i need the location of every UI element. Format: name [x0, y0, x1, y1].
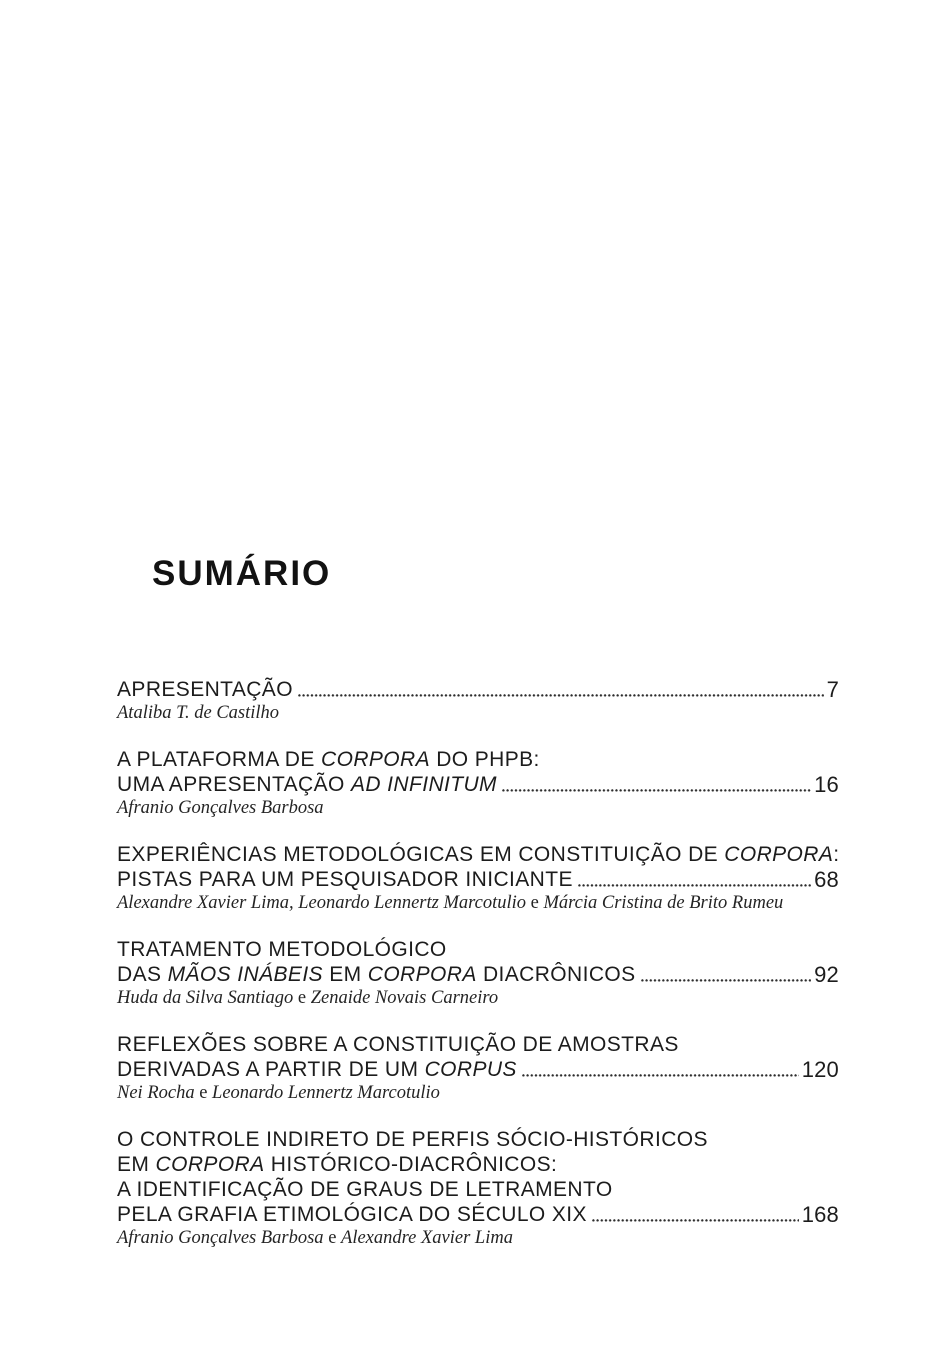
author-name: Leonardo Lennertz Marcotulio: [212, 1083, 440, 1103]
title-segment: REFLEXÕES SOBRE A CONSTITUIÇÃO DE AMOSTRAS: [117, 1033, 679, 1056]
author-name: Márcia Cristina de Brito Rumeu: [543, 893, 784, 913]
title-segment: DAS: [117, 963, 168, 986]
toc-entry-title-text: [117, 1127, 708, 1152]
title-segment: PISTAS PARA UM PESQUISADOR INICIANTE: [117, 868, 573, 891]
dotted-leader: [298, 677, 824, 702]
toc-entry-authors: [117, 797, 839, 820]
author-connector: e: [323, 1228, 342, 1248]
author-connector: e: [526, 893, 544, 913]
title-segment: DIACRÔNICOS: [476, 963, 636, 986]
toc-entry-title-text: [117, 937, 447, 962]
toc-entry-title-line: [117, 1127, 839, 1152]
toc-list: [117, 677, 839, 1250]
author-name: Nei Rocha: [117, 1083, 195, 1103]
author-connector: e: [293, 988, 311, 1008]
title-segment-italic: CORPORA: [155, 1153, 265, 1176]
toc-entry: [117, 1032, 839, 1105]
toc-entry-authors: [117, 702, 839, 725]
toc-entry-title-line: [117, 937, 839, 962]
title-segment-italic: CORPORA: [321, 748, 430, 771]
toc-entry: [117, 937, 839, 1010]
toc-entry-title-line: [117, 842, 839, 867]
page-number: 16: [814, 772, 839, 797]
toc-entry-authors: [117, 1227, 839, 1250]
page-title: SUMÁRIO: [152, 554, 332, 593]
author-name: Ataliba T. de Castilho: [117, 703, 280, 723]
toc-page: [117, 0, 839, 1250]
title-segment: EM: [117, 1153, 156, 1176]
author-name: Huda da Silva Santiago: [117, 988, 294, 1008]
toc-entry: [117, 842, 839, 915]
title-segment: EM: [322, 963, 368, 986]
dotted-leader: [592, 1202, 799, 1227]
title-segment: EXPERIÊNCIAS METODOLÓGICAS EM CONSTITUIÇÃO DE: [117, 843, 725, 866]
toc-entry-title-text: [117, 1177, 613, 1202]
title-segment: HISTÓRICO-DIACRÔNICOS:: [264, 1153, 558, 1176]
toc-entry-authors: [117, 892, 839, 915]
toc-entry-title-text: [117, 1152, 557, 1177]
toc-entry-title-line: [117, 1177, 839, 1202]
author-name: Afranio Gonçalves Barbosa: [117, 798, 324, 818]
title-segment: A IDENTIFICAÇÃO DE GRAUS DE LETRAMENTO: [117, 1178, 613, 1201]
title-segment: DERIVADAS A PARTIR DE UM: [117, 1058, 425, 1081]
author-name: Alexandre Xavier Lima, Leonardo Lennertz Marcotulio: [117, 893, 527, 913]
toc-entry: [117, 677, 839, 725]
toc-entry-title-text: [117, 1057, 517, 1082]
toc-entry-authors: [117, 1082, 839, 1105]
toc-entry-title-text: [117, 842, 840, 867]
dotted-leader: [641, 962, 812, 987]
toc-entry-title-text: [117, 1032, 679, 1057]
toc-entry-title-line: [117, 962, 839, 987]
toc-entry-authors: [117, 987, 839, 1010]
author-name: Zenaide Novais Carneiro: [310, 988, 499, 1008]
title-segment-italic: CORPORA: [367, 963, 477, 986]
toc-entry-title-line: [117, 677, 839, 702]
toc-entry-title-line: [117, 1152, 839, 1177]
page-number: 120: [801, 1057, 839, 1082]
toc-entry: [117, 1127, 839, 1250]
title-segment: UMA APRESENTAÇÃO: [117, 773, 351, 796]
title-segment: :: [833, 843, 840, 866]
dotted-leader: [502, 772, 811, 797]
title-segment: TRATAMENTO METODOLÓGICO: [117, 938, 447, 961]
toc-entry-title-line: [117, 747, 839, 772]
toc-entry-title-text: [117, 1202, 587, 1227]
toc-entry-title-text: [117, 772, 497, 797]
title-segment: APRESENTAÇÃO: [117, 678, 293, 701]
toc-entry-title-line: [117, 772, 839, 797]
page-number: 68: [814, 867, 839, 892]
toc-entry-title-text: [117, 962, 636, 987]
author-name: Alexandre Xavier Lima: [341, 1228, 513, 1248]
toc-entry-title-text: [117, 747, 540, 772]
toc-entry: [117, 747, 839, 820]
title-segment: O CONTROLE INDIRETO DE PERFIS SÓCIO-HISTÓRICOS: [117, 1128, 708, 1151]
title-segment-italic: MÃOS INÁBEIS: [167, 963, 323, 986]
dotted-leader: [522, 1057, 799, 1082]
toc-entry-title-line: [117, 1202, 839, 1227]
title-segment-italic: CORPUS: [424, 1058, 517, 1081]
toc-entry-title-line: [117, 867, 839, 892]
page-number: 168: [801, 1202, 839, 1227]
title-segment: A PLATAFORMA DE: [117, 748, 322, 771]
toc-entry-title-line: [117, 1032, 839, 1057]
page-number: 92: [814, 962, 839, 987]
title-segment-italic: AD INFINITUM: [350, 773, 497, 796]
title-segment: PELA GRAFIA ETIMOLÓGICA DO SÉCULO XIX: [117, 1203, 587, 1226]
author-name: Afranio Gonçalves Barbosa: [117, 1228, 324, 1248]
toc-entry-title-text: [117, 867, 573, 892]
title-segment: DO PHPB:: [430, 748, 540, 771]
dotted-leader: [578, 867, 811, 892]
title-segment-italic: CORPORA: [724, 843, 834, 866]
author-connector: e: [194, 1083, 213, 1103]
toc-entry-title-text: [117, 677, 293, 702]
toc-entry-title-line: [117, 1057, 839, 1082]
page-number: 7: [826, 677, 839, 702]
